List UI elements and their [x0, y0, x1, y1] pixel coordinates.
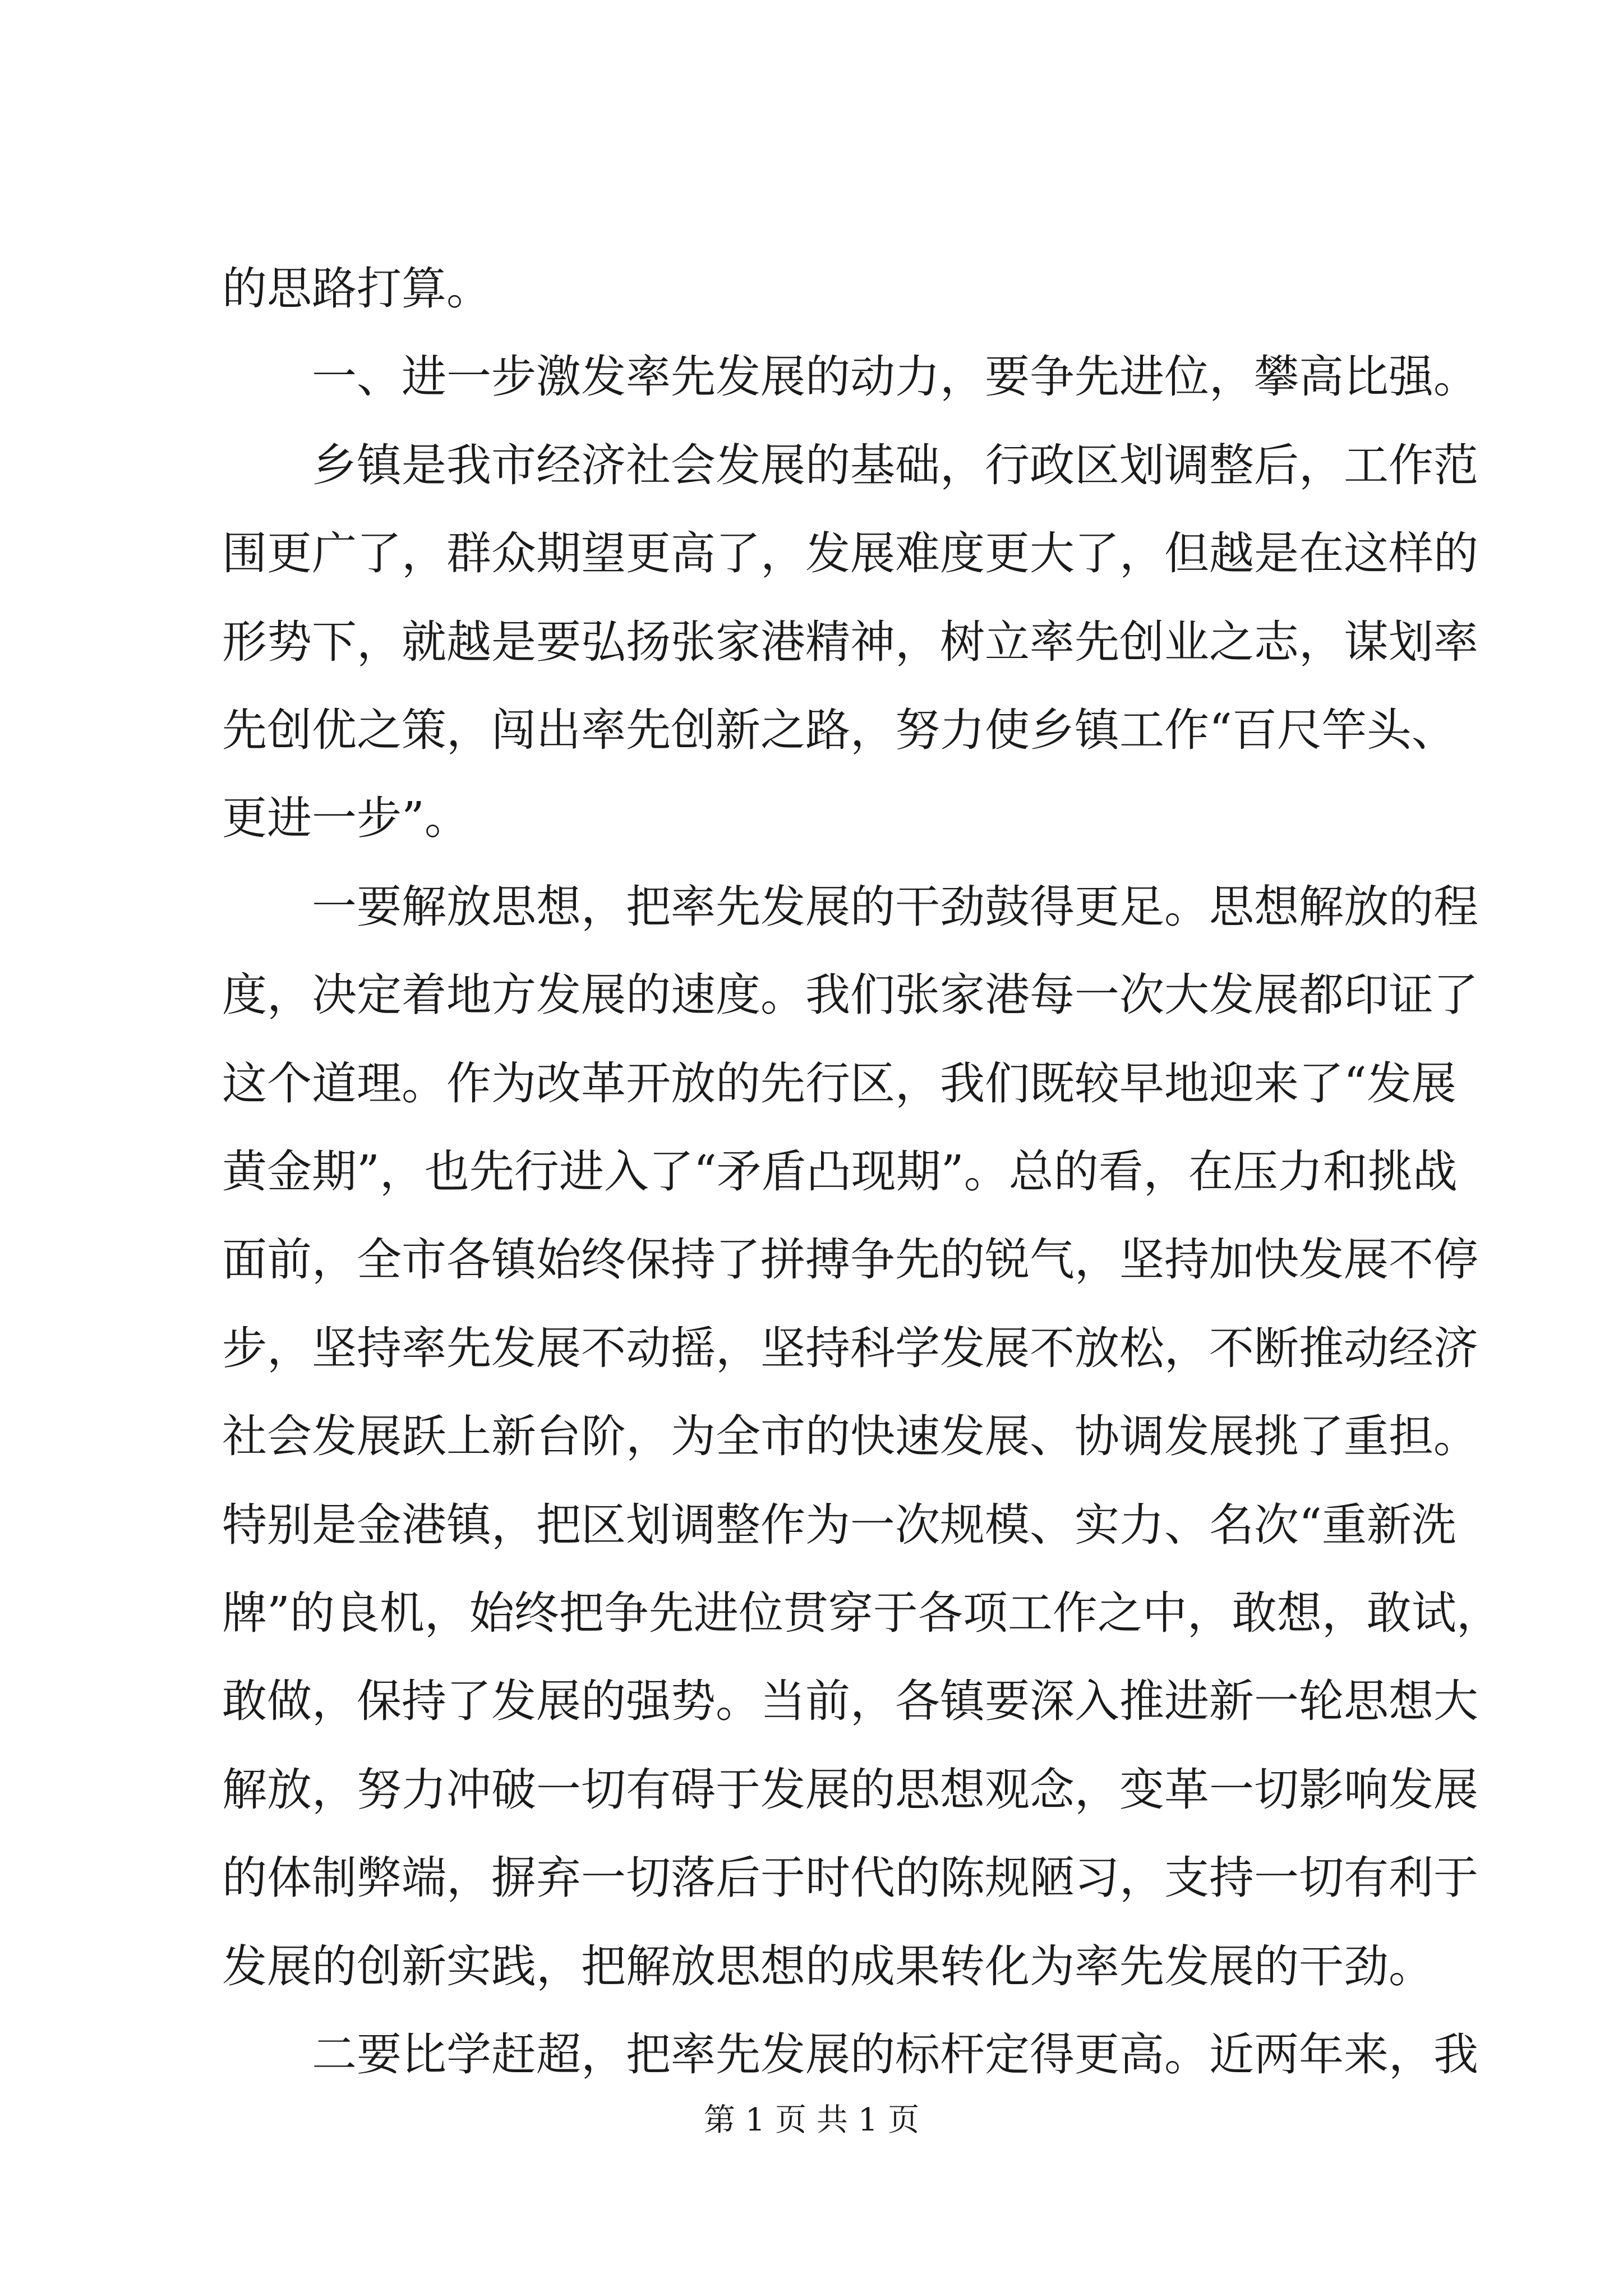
text-line: 度，决定着地方发展的速度。我们张家港每一次大发展都印证了 [222, 969, 1478, 1021]
text-line: 这个道理。作为改革开放的先行区，我们既较早地迎来了“发展 [222, 1057, 1456, 1110]
text-line: 的思路打算。 [222, 263, 491, 315]
text-line: 特别是金港镇，把区划调整作为一次规模、实力、名次“重新洗 [222, 1499, 1456, 1551]
page-number-footer: 第 1 页 共 1 页 [703, 2102, 920, 2138]
text-line: 黄金期”，也先行进入了“矛盾凸现期”。总的看，在压力和挑战 [222, 1145, 1458, 1198]
text-line: 面前，全市各镇始终保持了拼搏争先的锐气，坚持加快发展不停 [222, 1234, 1478, 1286]
text-line: 发展的创新实践，把解放思想的成果转化为率先发展的干劲。 [222, 1940, 1433, 1993]
text-line: 形势下，就越是要弘扬张家港精神，树立率先创业之志，谋划率 [222, 616, 1478, 668]
text-line: 一要解放思想，把率先发展的干劲鼓得更足。思想解放的程 [222, 881, 1478, 933]
text-line: 乡镇是我市经济社会发展的基础，行政区划调整后，工作范 [222, 439, 1478, 491]
text-line: 围更广了，群众期望更高了，发展难度更大了，但越是在这样的 [222, 527, 1478, 579]
text-line: 二要比学赶超，把率先发展的标杆定得更高。近两年来，我 [222, 2028, 1478, 2081]
text-line: 一、进一步激发率先发展的动力，要争先进位，攀高比强。 [222, 351, 1478, 403]
text-line: 先创优之策，闯出率先创新之路，努力使乡镇工作“百尺竿头、 [222, 704, 1456, 756]
text-line: 社会发展跃上新台阶，为全市的快速发展、协调发展挑了重担。 [222, 1410, 1478, 1462]
text-line: 步，坚持率先发展不动摇，坚持科学发展不放松，不断推动经济 [222, 1322, 1478, 1374]
text-line: 牌”的良机，始终把争先进位贯穿于各项工作之中，敢想，敢试， [222, 1587, 1501, 1639]
text-line: 解放，努力冲破一切有碍于发展的思想观念，变革一切影响发展 [222, 1764, 1478, 1816]
text-line: 更进一步”。 [222, 792, 469, 844]
text-line: 的体制弊端，摒弃一切落后于时代的陈规陋习，支持一切有利于 [222, 1852, 1478, 1904]
text-line: 敢做，保持了发展的强势。当前，各镇要深入推进新一轮思想大 [222, 1675, 1478, 1727]
